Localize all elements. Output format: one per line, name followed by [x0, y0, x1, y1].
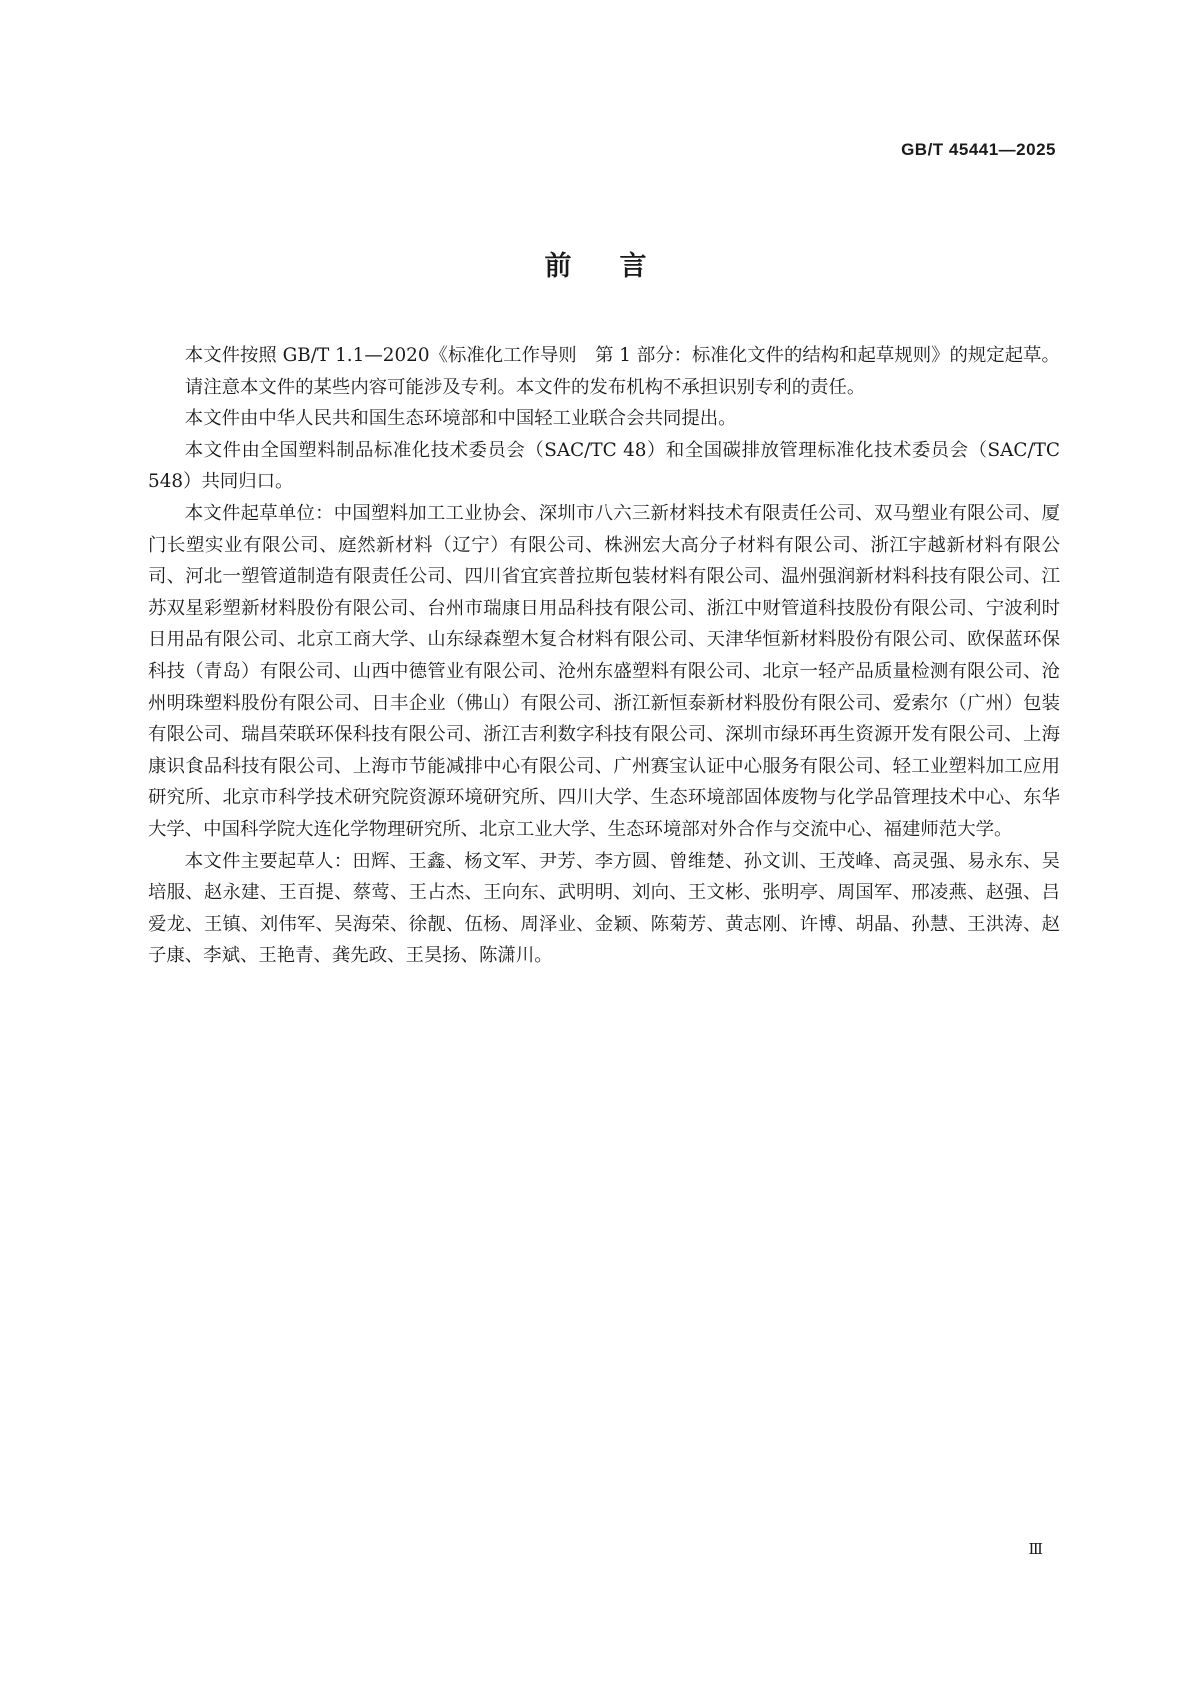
- paragraph-patent-notice: 请注意本文件的某些内容可能涉及专利。本文件的发布机构不承担识别专利的责任。: [184, 376, 866, 398]
- paragraph-drafters: 本文件主要起草人：田辉、王鑫、杨文军、尹芳、李方圆、曾维楚、孙文训、王茂峰、高灵强、易永东、吴培服、赵永建、王百提、蔡莺、王占杰、王向东、武明明、刘向、王文彬、张明亭、周国军、邢凌燕、赵强、吕爱龙、王镇、刘伟军、吴海荣、徐靓、伍杨、周泽业、金颖、陈菊芳、黄志刚、许博、胡晶、孙慧、王洪涛、赵子康、李斌、王艳青、龚先政、王昊扬、陈潇川。: [148, 850, 1060, 967]
- paragraph-drafting-units: 本文件起草单位：中国塑料加工工业协会、深圳市八六三新材料技术有限责任公司、双马塑业有限公司、厦门长塑实业有限公司、庭然新材料（辽宁）有限公司、株洲宏大高分子材料有限公司、浙江宇越新材料有限公司、河北一塑管道制造有限责任公司、四川省宜宾普拉斯包装材料有限公司、温州强润新材料科技有限公司、江苏双星彩塑新材料股份有限公司、台州市瑞康日用品科技有限公司、浙江中财管道科技股份有限公司、宁波利时日用品有限公司、北京工商大学、山东绿森塑木复合材料有限公司、天津华恒新材料股份有限公司、欧保蓝环保科技（青岛）有限公司、山西中德管业有限公司、沧州东盛塑料有限公司、北京一轻产品质量检测有限公司、沧州明珠塑料股份有限公司、日丰企业（佛山）有限公司、浙江新恒泰新材料股份有限公司、爱索尔（广州）包装有限公司、瑞昌荣联环保科技有限公司、浙江吉利数字科技有限公司、深圳市绿环再生资源开发有限公司、上海康识食品科技有限公司、上海市节能减排中心有限公司、广州赛宝认证中心服务有限公司、轻工业塑料加工应用研究所、北京市科学技术研究院资源环境研究所、四川大学、生态环境部固体废物与化学品管理技术中心、东华大学、中国科学院大连化学物理研究所、北京工业大学、生态环境部对外合作与交流中心、福建师范大学。: [148, 502, 1060, 840]
- standard-number: GB/T 45441—2025: [901, 140, 1056, 159]
- page-title: 前言: [544, 251, 695, 282]
- paragraph-responsible-committee: 本文件由全国塑料制品标准化技术委员会（SAC/TC 48）和全国碳排放管理标准化技术委员会（SAC/TC 548）共同归口。: [148, 439, 1060, 493]
- foreword-body: [148, 340, 1060, 972]
- paragraph-drafting-rules: 本文件按照 GB/T 1.1—2020《标准化工作导则 第 1 部分：标准化文件的结构和起草规则》的规定起草。: [184, 345, 1060, 366]
- page-number: Ⅲ: [1028, 1542, 1043, 1558]
- paragraph-proposer: 本文件由中华人民共和国生态环境部和中国轻工业联合会共同提出。: [184, 408, 737, 430]
